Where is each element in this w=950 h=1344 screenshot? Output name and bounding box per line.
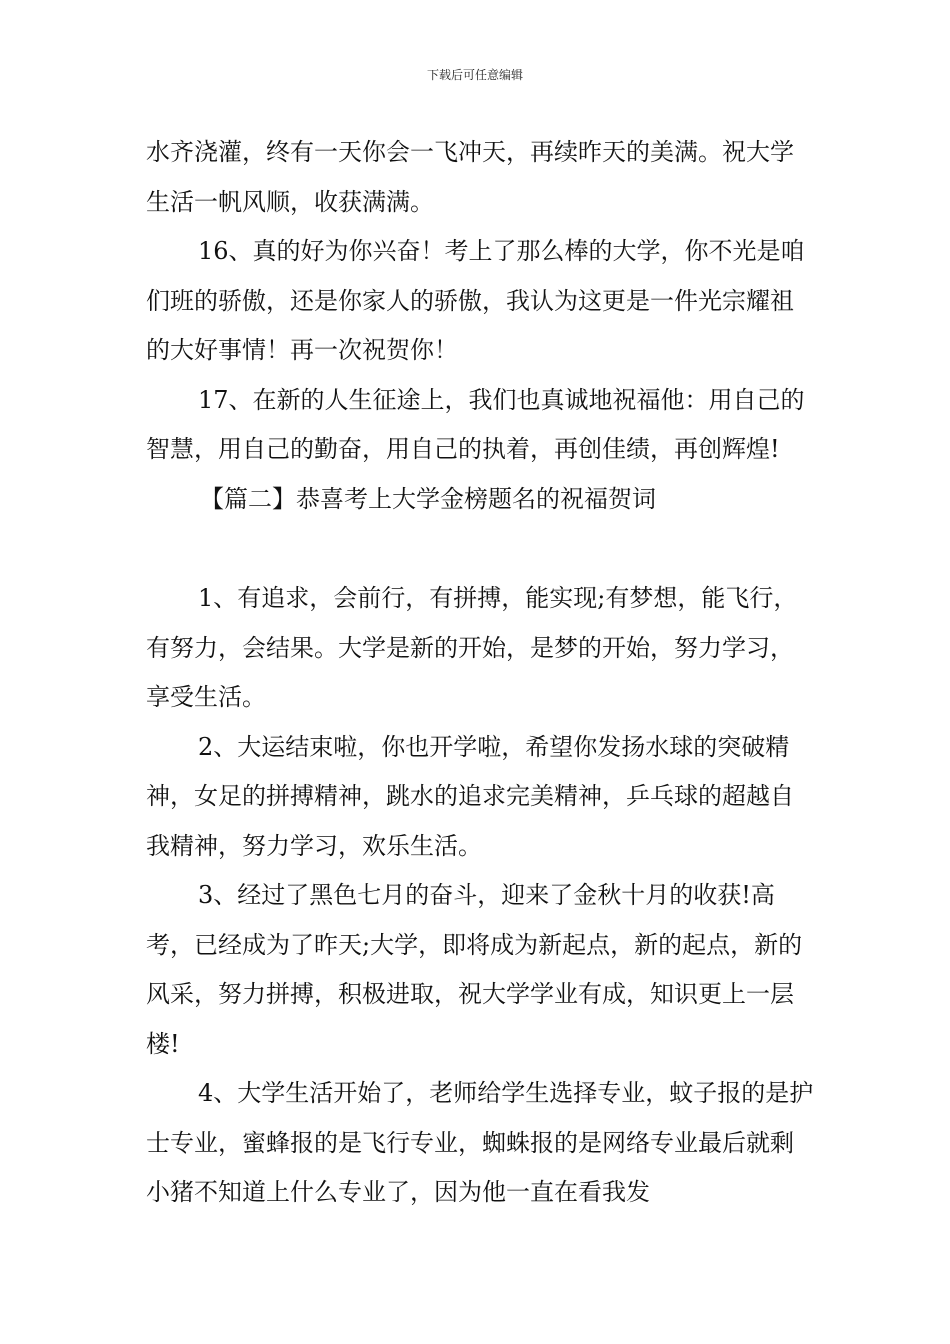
paragraph-wish-2: 2、大运结束啦，你也开学啦，希望你发扬水球的突破精神，女足的拼搏精神，跳水的追求完美精神，乒乓球的超越自我精神，努力学习，欢乐生活。 bbox=[146, 732, 794, 860]
paragraph-continuation: 水齐浇灌，终有一天你会一飞冲天，再续昨天的美满。祝大学生活一帆风顺，收获满满。 bbox=[146, 138, 794, 216]
section-gap bbox=[146, 524, 816, 574]
paragraph-wish-3: 3、经过了黑色七月的奋斗，迎来了金秋十月的收获!高考，已经成为了昨天;大学，即将成为新起点，新的起点，新的风采，努力拼搏，积极进取，祝大学学业有成，知识更上一层楼! bbox=[146, 881, 803, 1058]
section-heading: 【篇二】恭喜考上大学金榜题名的祝福贺词 bbox=[200, 484, 656, 513]
paragraph-item-17 bbox=[146, 376, 816, 525]
document-body bbox=[146, 128, 816, 1218]
paragraph-wish-1: 1、有追求，会前行，有拼搏，能实现;有梦想，能飞行，有努力，会结果。大学是新的开始，是梦的开始，努力学习，享受生活。 bbox=[146, 584, 798, 711]
paragraph-item-17-text: 17、在新的人生征途上，我们也真诚地祝福他：用自己的智慧，用自己的勤奋，用自己的执着，再创佳绩，再创辉煌! bbox=[146, 385, 805, 463]
paragraph-wish-4: 4、大学生活开始了，老师给学生选择专业，蚊子报的是护士专业，蜜蜂报的是飞行专业，蜘蛛报的是网络专业最后就剩小猪不知道上什么专业了，因为他一直在看我发 bbox=[146, 1079, 814, 1206]
paragraph-item-16: 16、真的好为你兴奋！考上了那么棒的大学，你不光是咱们班的骄傲，还是你家人的骄傲，我认为这更是一件光宗耀祖的大好事情！再一次祝贺你！ bbox=[146, 237, 805, 364]
page-header: 下载后可任意编辑 bbox=[426, 68, 523, 82]
